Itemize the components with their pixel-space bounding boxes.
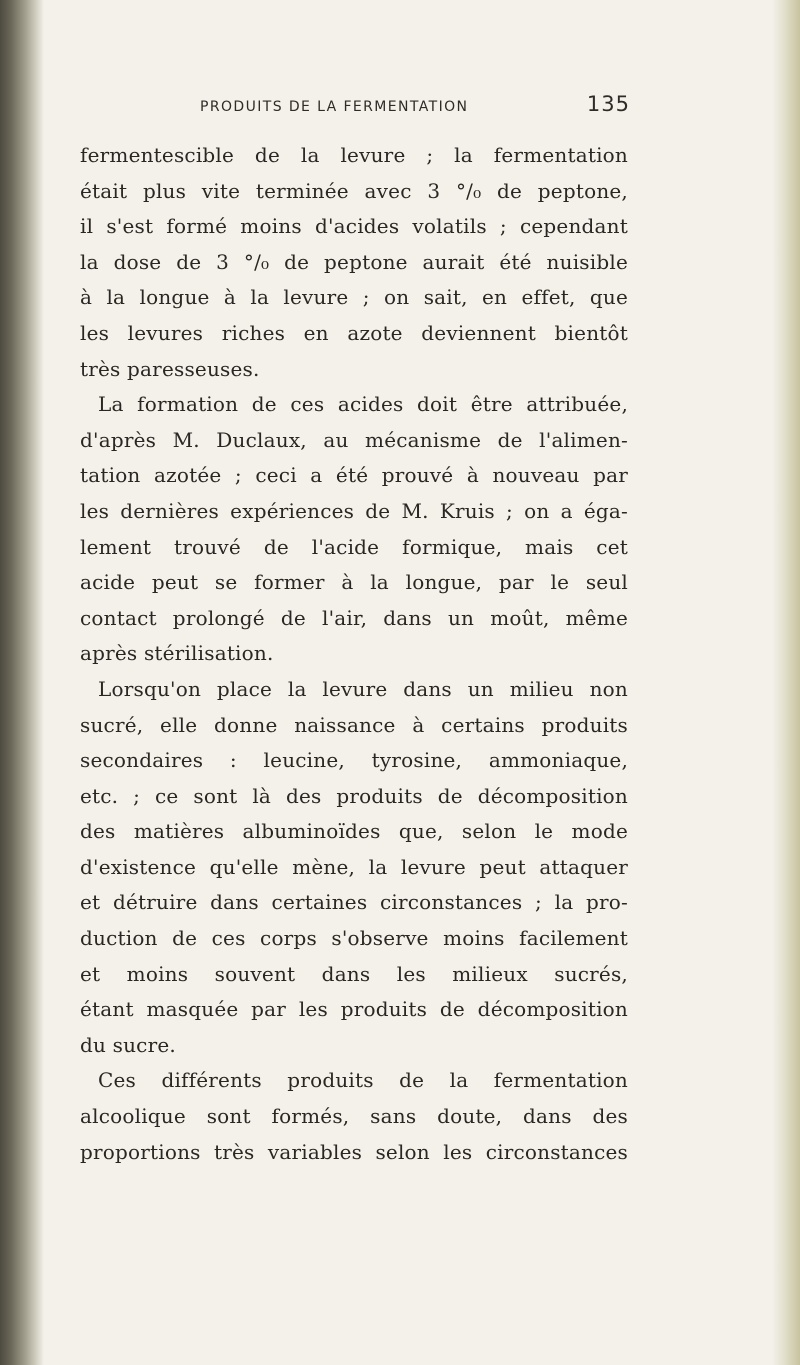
text-line: et détruire dans certaines circonstances ; la pro- xyxy=(80,890,628,915)
text-line: d'existence qu'elle mène, la levure peut attaquer xyxy=(80,854,628,879)
text-line: Lorsqu'on place la levure dans un milieu non xyxy=(98,676,628,701)
text-line: à la longue à la levure ; on sait, en effet, que xyxy=(80,285,628,310)
text-line: contact prolongé de l'air, dans un moût, même xyxy=(80,605,628,630)
text-line: sucré, elle donne naissance à certains produits xyxy=(80,712,628,737)
text-line: tation azotée ; ceci a été prouvé à nouveau par xyxy=(80,463,628,488)
text-line: après stérilisation. xyxy=(80,641,274,666)
text-line: les dernières expériences de M. Kruis ; on a éga- xyxy=(80,498,628,523)
text-line: les levures riches en azote deviennent bientôt xyxy=(80,320,628,345)
text-line: acide peut se former à la longue, par le seul xyxy=(80,570,628,595)
text-line: d'après M. Duclaux, au mécanisme de l'alimen- xyxy=(80,427,628,452)
page-binding-edge xyxy=(0,0,44,1365)
text-line: la dose de 3 °/₀ de peptone aurait été nuisible xyxy=(80,249,628,274)
text-line: du sucre. xyxy=(80,1032,176,1057)
text-line: lement trouvé de l'acide formique, mais cet xyxy=(80,534,628,559)
text-line: etc. ; ce sont là des produits de décomposition xyxy=(80,783,628,808)
text-line: secondaires : leucine, tyrosine, ammoniaque, xyxy=(80,748,628,773)
text-line: des matières albuminoïdes que, selon le mode xyxy=(80,819,628,844)
text-line: Ces différents produits de la fermentation xyxy=(98,1068,628,1093)
text-line: il s'est formé moins d'acides volatils ; cependant xyxy=(80,214,628,239)
text-line: et moins souvent dans les milieux sucrés, xyxy=(80,961,628,986)
text-line: La formation de ces acides doit être attribuée, xyxy=(98,392,628,417)
page-header xyxy=(200,92,630,116)
text-line: proportions très variables selon les circonstances xyxy=(80,1139,628,1164)
running-head: PRODUITS DE LA FERMENTATION xyxy=(200,99,469,115)
page-right-edge xyxy=(772,0,800,1365)
text-line: fermentescible de la levure ; la fermentation xyxy=(80,143,628,167)
text-line: était plus vite terminée avec 3 °/₀ de peptone, xyxy=(80,178,628,203)
text-line: duction de ces corps s'observe moins facilement xyxy=(80,926,628,951)
text-line: étant masquée par les produits de décomposition xyxy=(80,997,628,1022)
text-line: alcoolique sont formés, sans doute, dans des xyxy=(80,1104,628,1129)
body-text xyxy=(80,138,628,1170)
text-line: très paresseuses. xyxy=(80,356,260,381)
page-number: 135 xyxy=(586,92,630,116)
